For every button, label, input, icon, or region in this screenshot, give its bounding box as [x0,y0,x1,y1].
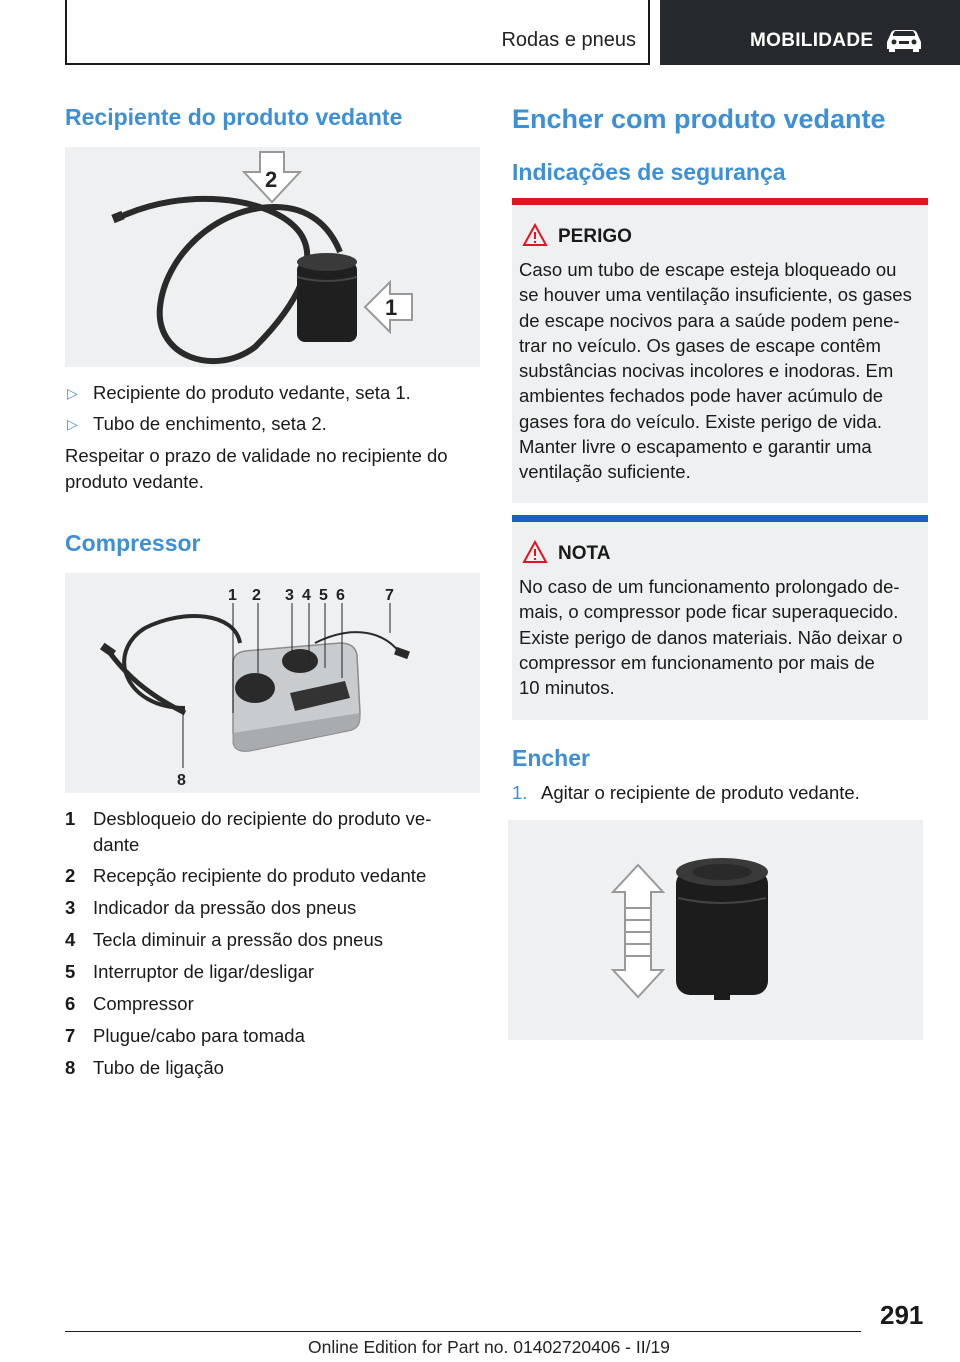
header-section-title: Rodas e pneus [501,29,636,51]
notice-title: NOTA [558,543,611,564]
warning-triangle-icon [522,223,548,247]
header-underline [65,63,650,65]
compressor-figure [65,573,480,793]
callout-5: 5 [319,587,328,604]
compressor-heading: Compressor [65,530,201,556]
sealant-container-heading: Recipiente do produto vedante [65,104,403,130]
arrow-1-label: 1 [385,295,398,320]
safety-heading: Indicações de segurança [512,159,786,185]
danger-warning-box [512,198,928,503]
header-divider-right [648,0,650,65]
shake-container-illustration [508,820,923,1040]
callout-2: 2 [252,587,261,604]
footer-edition: Online Edition for Part no. 01402720406 - II/19 [308,1337,670,1357]
validity-note-line: produto vedante. [65,471,204,492]
callout-6: 6 [336,587,345,604]
main-section-heading: Encher com produto vedante [512,104,886,134]
shake-container-figure [508,820,923,1040]
notice-text: No caso de um funcionamento prolongado de- mais, o compressor pode ficar superaquecido. Existe perigo de danos materiais. Não deixar o compressor em funcionamento por mais de 10 minutos. [519,576,903,699]
fill-heading: Encher [512,745,590,771]
callout-7: 7 [385,587,394,604]
sealant-container-illustration [65,147,480,367]
triangle-bullet-icon: ▷ [67,385,78,401]
notice-color-bar [512,515,928,522]
car-icon [884,28,924,52]
triangle-bullet-icon: ▷ [67,416,78,432]
header-divider-left [65,0,67,65]
validity-note-line: Respeitar o prazo de validade no recipiente do [65,445,448,466]
page-number: 291 [880,1300,924,1330]
warning-triangle-icon [522,540,548,564]
callout-4: 4 [302,587,311,604]
arrow-2-label: 2 [265,167,278,192]
callout-1: 1 [228,587,237,604]
callout-3: 3 [285,587,294,604]
header-chapter-title: MOBILIDADE [750,30,874,51]
step-text: Agitar o recipiente de produto vedante. [541,782,860,803]
sealant-container-figure [65,147,480,367]
danger-title: PERIGO [558,226,632,247]
compressor-illustration [65,573,480,793]
callout-8: 8 [177,772,186,789]
danger-text: Caso um tubo de escape esteja bloqueado ou se houver uma ventilação insuficiente, os gases de escape nocivos para a saúde podem pene- trar no veículo. Os gases de escape contêm substâncias nocivas incolores e inodoras. Em ambientes fechados pode haver acúmulo de gases fora do veículo. Existe perigo de vida. Manter livre o escapamento e garantir uma ventilação suficiente. [519,259,912,483]
step-number: 1. [512,782,528,803]
notice-warning-box [512,515,928,720]
danger-color-bar [512,198,928,205]
footer-rule [65,1331,861,1332]
